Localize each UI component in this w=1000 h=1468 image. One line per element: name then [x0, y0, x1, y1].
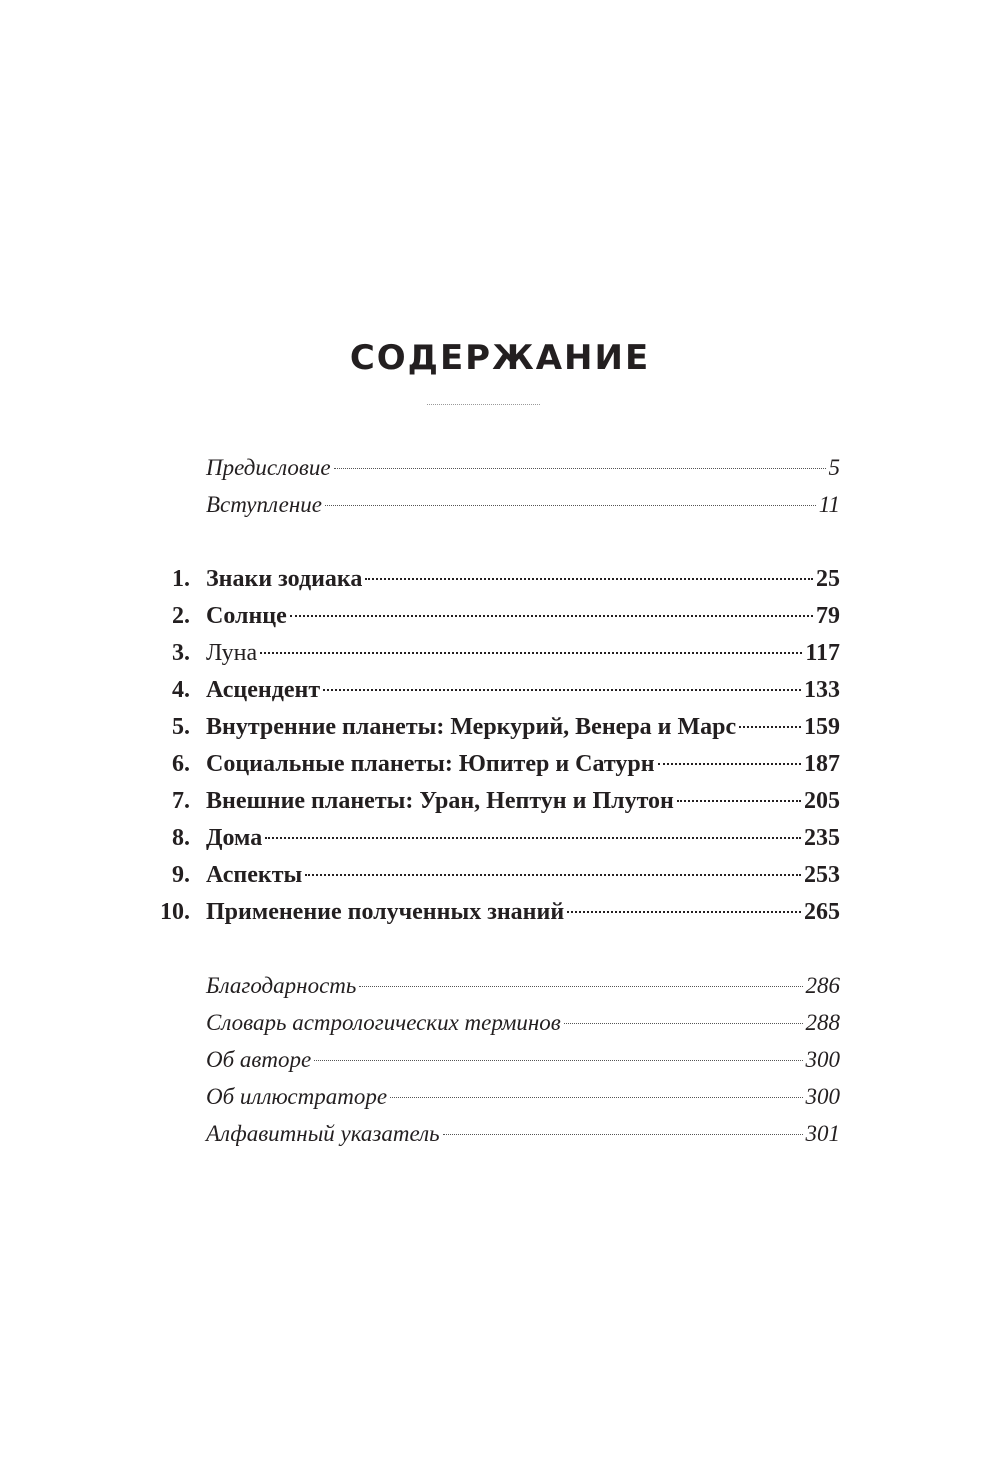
toc-entry-page: 300: [805, 1047, 840, 1072]
toc-entry-back-matter[interactable]: [140, 969, 840, 1003]
dot-leader: [325, 505, 816, 506]
dot-leader: [260, 652, 802, 654]
toc-entry-page: 205: [804, 788, 840, 814]
toc-entry-label: Луна: [206, 640, 258, 666]
dot-leader: [334, 468, 826, 469]
toc-entry-page: 25: [816, 566, 840, 592]
toc-entry-label: Словарь астрологических терминов: [206, 1010, 561, 1035]
toc-entry-chapter[interactable]: [140, 673, 840, 707]
toc-entry-label: Применение полученных знаний: [206, 899, 565, 925]
toc-entry-back-matter[interactable]: [140, 1080, 840, 1114]
toc-entry-page: 11: [818, 492, 840, 517]
dot-leader: [564, 1023, 803, 1024]
dot-leader: [314, 1060, 802, 1061]
toc-entry-number: 6.: [172, 751, 190, 777]
toc-entry-label: Знаки зодиака: [206, 566, 363, 592]
toc-entry-page: 117: [805, 640, 840, 666]
toc-entry-label: Алфавитный указатель: [206, 1121, 440, 1146]
toc-entry-label: Социальные планеты: Юпитер и Сатурн: [206, 751, 655, 777]
toc-entry-label: Внутренние планеты: Меркурий, Венера и Марс: [206, 714, 737, 740]
dot-leader: [365, 578, 813, 580]
toc-entry-number: 9.: [172, 862, 190, 888]
toc-entry-page: 133: [804, 677, 840, 703]
toc-entry-page: 288: [805, 1010, 840, 1035]
dot-leader: [390, 1097, 802, 1098]
toc-entry-chapter[interactable]: [140, 784, 840, 818]
toc-entry-page: 286: [805, 973, 840, 998]
dot-leader: [567, 911, 801, 913]
dot-leader: [305, 874, 801, 876]
toc-entry-number: 1.: [172, 566, 190, 592]
dot-leader: [290, 615, 813, 617]
dot-leader: [323, 689, 801, 691]
dot-leader: [443, 1134, 803, 1135]
toc-entry-back-matter[interactable]: [140, 1043, 840, 1077]
toc-entry-chapter[interactable]: [140, 895, 840, 929]
page-title: СОДЕРЖАНИЕ: [349, 338, 651, 378]
toc-entry-chapter[interactable]: [140, 821, 840, 855]
toc-entry-page: 187: [804, 751, 840, 777]
toc-entry-number: 5.: [172, 714, 190, 740]
toc-entry-chapter[interactable]: [140, 858, 840, 892]
toc-entry-page: 159: [804, 714, 840, 740]
toc-entry-page: 235: [804, 825, 840, 851]
toc-entry-page: 300: [805, 1084, 840, 1109]
toc-entry-page: 265: [804, 899, 840, 925]
toc-entry-page: 301: [805, 1121, 840, 1146]
toc-entry-back-matter[interactable]: [140, 1006, 840, 1040]
dot-leader: [677, 800, 801, 802]
toc-entry-number: 7.: [172, 788, 190, 814]
toc-entry-number: 4.: [172, 677, 190, 703]
toc-entry-label: Благодарность: [206, 973, 357, 998]
toc-entry-chapter[interactable]: [140, 599, 840, 633]
toc-entry-chapter[interactable]: [140, 562, 840, 596]
toc-entry-chapter[interactable]: [140, 636, 840, 670]
toc-entry-label: Солнце: [206, 603, 287, 629]
toc-entry-page: 5: [828, 455, 840, 480]
toc-entry-label: Об иллюстраторе: [206, 1084, 388, 1109]
toc-entry-number: 3.: [172, 640, 190, 666]
toc-entry-label: Дома: [206, 825, 263, 851]
toc-entry-back-matter[interactable]: [140, 1117, 840, 1151]
toc-entry-number: 2.: [172, 603, 190, 629]
title-divider: [427, 404, 540, 405]
toc-entry-chapter[interactable]: [140, 747, 840, 781]
dot-leader: [359, 986, 802, 987]
toc-entry-number: 10.: [160, 899, 190, 925]
toc-entry-page: 253: [804, 862, 840, 888]
toc-entry-label: Аспекты: [206, 862, 303, 888]
dot-leader: [739, 726, 801, 728]
toc-entry-label: Об авторе: [206, 1047, 312, 1072]
toc-entry-label: Вступление: [206, 492, 322, 517]
toc-entry-page: 79: [816, 603, 840, 629]
dot-leader: [265, 837, 801, 839]
toc-entry-label: Внешние планеты: Уран, Нептун и Плутон: [206, 788, 674, 814]
toc-entry-label: Асцендент: [206, 677, 321, 703]
toc-entry-chapter[interactable]: [140, 710, 840, 744]
toc-entry-number: 8.: [172, 825, 190, 851]
toc-entry-front-matter[interactable]: [140, 488, 840, 522]
toc-entry-label: Предисловие: [206, 455, 331, 480]
dot-leader: [658, 763, 801, 765]
toc-entry-front-matter[interactable]: [140, 451, 840, 485]
